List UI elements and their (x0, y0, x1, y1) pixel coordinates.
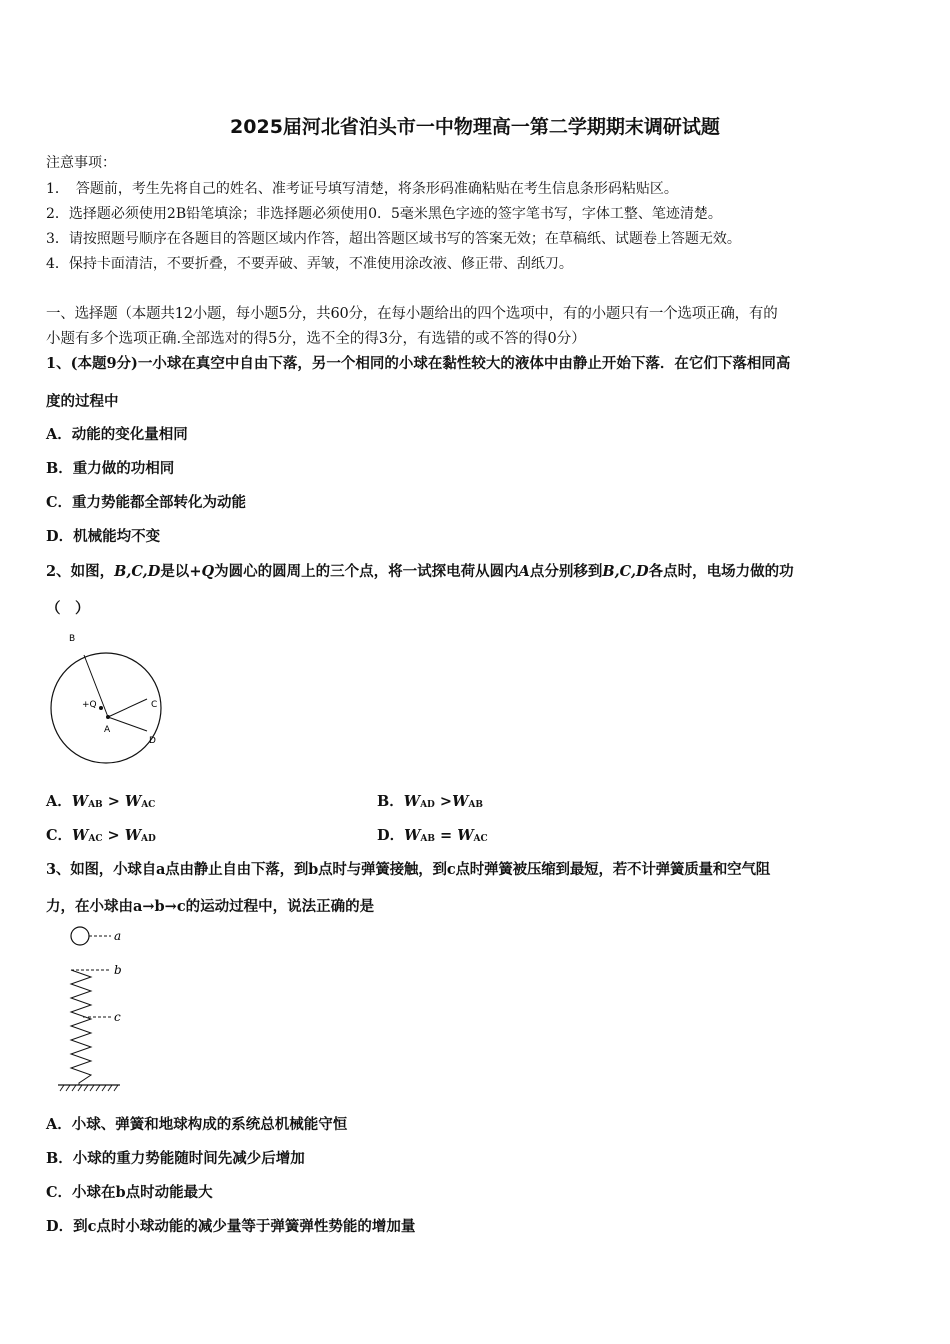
charge-dot (99, 706, 103, 710)
option-label: A． (46, 1116, 72, 1133)
line-a-d (108, 717, 147, 731)
work-subscript: AD (420, 800, 435, 810)
q2-text: 点分别移到 (529, 563, 603, 580)
ball (71, 927, 89, 945)
spring-coil (71, 970, 91, 1085)
option-label: A． (46, 426, 72, 443)
option-label: D． (46, 528, 74, 545)
option-label: B． (46, 460, 73, 477)
q2-text: 是以 (160, 563, 190, 580)
comparison-operator: > (102, 827, 125, 844)
label-a: A (104, 725, 111, 735)
q2-text: 各点时，电场力做的功 (648, 563, 794, 580)
work-subscript: AB (420, 834, 435, 844)
option-label: D． (46, 1218, 74, 1235)
work-symbol: W (72, 827, 89, 844)
work-subscript: AB (88, 800, 103, 810)
level-b-label: b (114, 963, 122, 977)
question-2-option-d[interactable] (377, 824, 697, 845)
work-subscript: AD (141, 834, 156, 844)
question-3-option-b[interactable] (46, 1147, 908, 1168)
question-1-line2: 度的过程中 (46, 393, 119, 410)
question-1-option-c[interactable] (46, 491, 908, 512)
option-label: C． (46, 827, 73, 844)
q2-points: B,C,D (602, 563, 649, 580)
section-instructions-line1: 一、选择题（本题共12小题，每小题5分，共60分，在每小题给出的四个选项中，有的小题只有一个选项正确，有的 (46, 306, 778, 322)
notice-item-1: 1． 答题前，考生先将自己的姓名、准考证号填写清楚，将条形码准确粘贴在考生信息条形码粘贴区。 (46, 181, 678, 197)
q2-charge: +Q (189, 563, 215, 580)
q2-points: B,C,D (114, 563, 161, 580)
question-1-option-d[interactable] (46, 525, 908, 546)
question-1-number: 1、 (46, 355, 71, 372)
question-3-option-a[interactable] (46, 1113, 908, 1134)
level-a-label: a (114, 929, 122, 943)
option-text: 小球的重力势能随时间先减少后增加 (72, 1150, 305, 1167)
level-c-label: c (114, 1010, 121, 1024)
notice-item-2: 2．选择题必须使用2B铅笔填涂；非选择题必须使用0．5毫米黑色字迹的签字笔书写，字体工整、笔迹清楚。 (46, 206, 722, 222)
circle-field-figure (48, 628, 168, 763)
question-3-line2: 力，在小球由a→b→c的运动过程中，说法正确的是 (46, 898, 375, 915)
question-2-option-a[interactable] (46, 790, 366, 811)
question-1-stem: 一小球在真空中自由下落，另一个相同的小球在黏性较大的液体中由静止开始下落．在它们下落相同高 (137, 355, 791, 372)
question-3-option-c[interactable] (46, 1181, 908, 1202)
field-circle (51, 653, 161, 763)
work-subscript: AC (473, 834, 488, 844)
comparison-operator: = (434, 827, 458, 844)
q2-text: 为圆心的圆周上的三个点，将一试探电荷从圆内 (214, 563, 519, 580)
work-symbol: W (71, 793, 89, 810)
option-text: 小球、弹簧和地球构成的系统总机械能守恒 (71, 1116, 348, 1133)
question-1-tag: (本题9分) (70, 355, 138, 372)
option-text: 动能的变化量相同 (71, 426, 188, 443)
question-2-line2: （ ） (46, 600, 90, 617)
question-2-line1 (46, 560, 908, 581)
spring-figure (55, 925, 140, 1095)
option-text: 到c点时小球动能的减少量等于弹簧弹性势能的增加量 (73, 1218, 416, 1235)
option-label: B． (46, 1150, 73, 1167)
q2-point-a: A (518, 563, 530, 580)
question-3-line1: 3、如图，小球自a点由静止自由下落，到b点时与弹簧接触，到c点时弹簧被压缩到最短，若不计弹簧质量和空气阻 (46, 861, 771, 878)
question-3-option-d[interactable] (46, 1215, 908, 1236)
option-label: A． (46, 793, 72, 810)
question-1-option-b[interactable] (46, 457, 908, 478)
option-label: C． (46, 1184, 73, 1201)
question-1-line1 (46, 352, 908, 373)
ground-hatch (60, 1085, 118, 1091)
option-text: 重力势能都全部转化为动能 (72, 494, 247, 511)
comparison-operator: > (102, 793, 125, 810)
label-b: B (69, 634, 76, 644)
comparison-operator: > (434, 793, 453, 810)
work-symbol: W (404, 827, 421, 844)
section-instructions-line2: 小题有多个选项正确.全部选对的得5分，选不全的得3分，有选错的或不答的得0分） (46, 331, 586, 347)
work-symbol: W (403, 793, 421, 810)
notice-item-4: 4．保持卡面清洁，不要折叠，不要弄破、弄皱，不准使用涂改液、修正带、刮纸刀。 (46, 256, 573, 272)
work-subscript: AB (468, 800, 483, 810)
line-a-c (108, 699, 147, 717)
option-text: 重力做的功相同 (72, 460, 175, 477)
question-1-option-a[interactable] (46, 423, 908, 444)
work-subscript: AC (141, 800, 156, 810)
option-label: C． (46, 494, 73, 511)
notice-heading: 注意事项： (46, 155, 116, 171)
option-text: 机械能均不变 (73, 528, 161, 545)
work-subscript: AC (88, 834, 103, 844)
option-label: D． (377, 827, 405, 844)
work-symbol: W (124, 793, 142, 810)
question-2-option-b[interactable] (377, 790, 697, 811)
work-symbol: W (452, 793, 469, 810)
page-title: 2025届河北省泊头市一中物理高一第二学期期末调研试题 (230, 116, 720, 138)
q2-text: 2、如图， (46, 563, 115, 580)
work-symbol: W (124, 827, 142, 844)
option-label: B． (377, 793, 404, 810)
label-c: C (151, 700, 158, 710)
notice-item-3: 3．请按照题号顺序在各题目的答题区域内作答，超出答题区域书写的答案无效；在草稿纸、试题卷上答题无效。 (46, 231, 741, 247)
option-text: 小球在b点时动能最大 (72, 1184, 213, 1201)
label-d: D (149, 736, 156, 746)
point-a-dot (106, 715, 110, 719)
work-symbol: W (457, 827, 474, 844)
label-q: +Q (82, 700, 97, 710)
question-2-option-c[interactable] (46, 824, 366, 845)
